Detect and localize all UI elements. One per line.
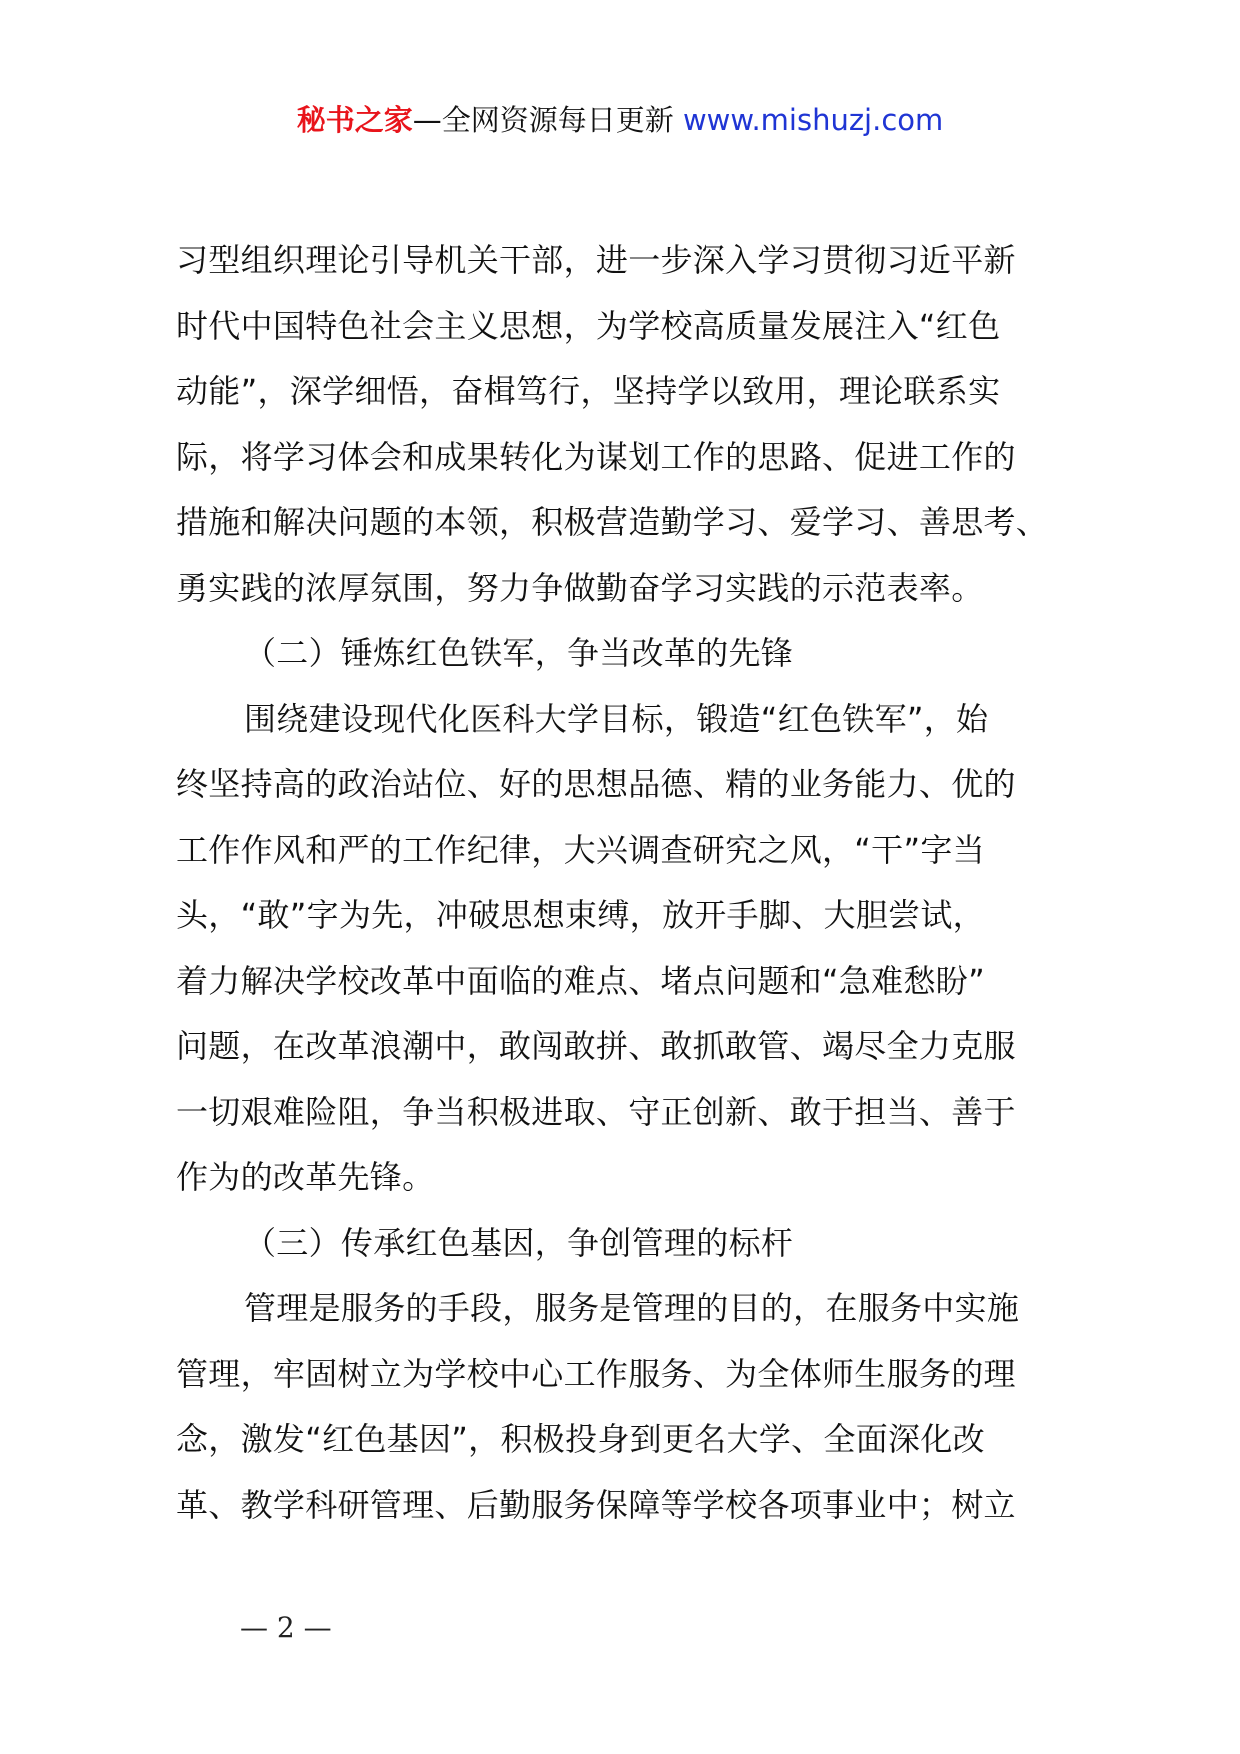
page-number: — 2 —: [240, 1611, 332, 1644]
body-line: 围绕建设现代化医科大学目标，锻造“红色铁军”，始: [244, 699, 989, 738]
body-line: 作为的改革先锋。: [176, 1158, 435, 1196]
section-heading-2: （二）锤炼红色铁军，争当改革的先锋: [244, 634, 794, 672]
site-header: [0, 100, 1240, 140]
site-brand: 秘书之家: [296, 103, 413, 137]
body-line: 时代中国特色社会主义思想，为学校高质量发展注入“红色: [176, 306, 1001, 345]
body-line: 终坚持高的政治站位、好的思想品德、精的业务能力、优的: [176, 765, 1016, 803]
body-line: 革、教学科研管理、后勤服务保障等学校各项事业中；树立: [176, 1485, 1016, 1524]
body-line: 念，激发“红色基因”，积极投身到更名大学、全面深化改: [176, 1420, 985, 1458]
body-line: 际，将学习体会和成果转化为谋划工作的思路、促进工作的: [176, 437, 1016, 476]
site-url[interactable]: www.mishuzj.com: [682, 103, 944, 137]
body-line: 管理，牢固树立为学校中心工作服务、为全体师生服务的理: [176, 1354, 1016, 1393]
section-heading-3: （三）传承红色基因，争创管理的标杆: [244, 1223, 794, 1262]
body-line: 习型组织理论引导机关干部，进一步深入学习贯彻习近平新: [176, 241, 1016, 279]
site-slogan: —全网资源每日更新: [412, 103, 674, 137]
body-line: 动能”，深学细悟，奋楫笃行，坚持学以致用，理论联系实: [176, 372, 1001, 410]
document-body: [176, 228, 1088, 1538]
body-line: 问题，在改革浪潮中，敢闯敢拼、敢抓敢管、竭尽全力克服: [176, 1027, 1016, 1065]
body-line: 工作作风和严的工作纪律，大兴调查研究之风，“干”字当: [176, 830, 985, 869]
body-line: 一切艰难险阻，争当积极进取、守正创新、敢于担当、善于: [176, 1092, 1016, 1131]
body-line: 措施和解决问题的本领，积极营造勤学习、爱学习、善思考、: [176, 503, 1049, 541]
body-line: 头，“敢”字为先，冲破思想束缚，放开手脚、大胆尝试，: [176, 896, 985, 934]
body-line: 勇实践的浓厚氛围，努力争做勤奋学习实践的示范表率。: [176, 568, 984, 607]
body-line: 着力解决学校改革中面临的难点、堵点问题和“急难愁盼”: [176, 961, 985, 1000]
body-line: 管理是服务的手段，服务是管理的目的，在服务中实施: [244, 1289, 1020, 1327]
